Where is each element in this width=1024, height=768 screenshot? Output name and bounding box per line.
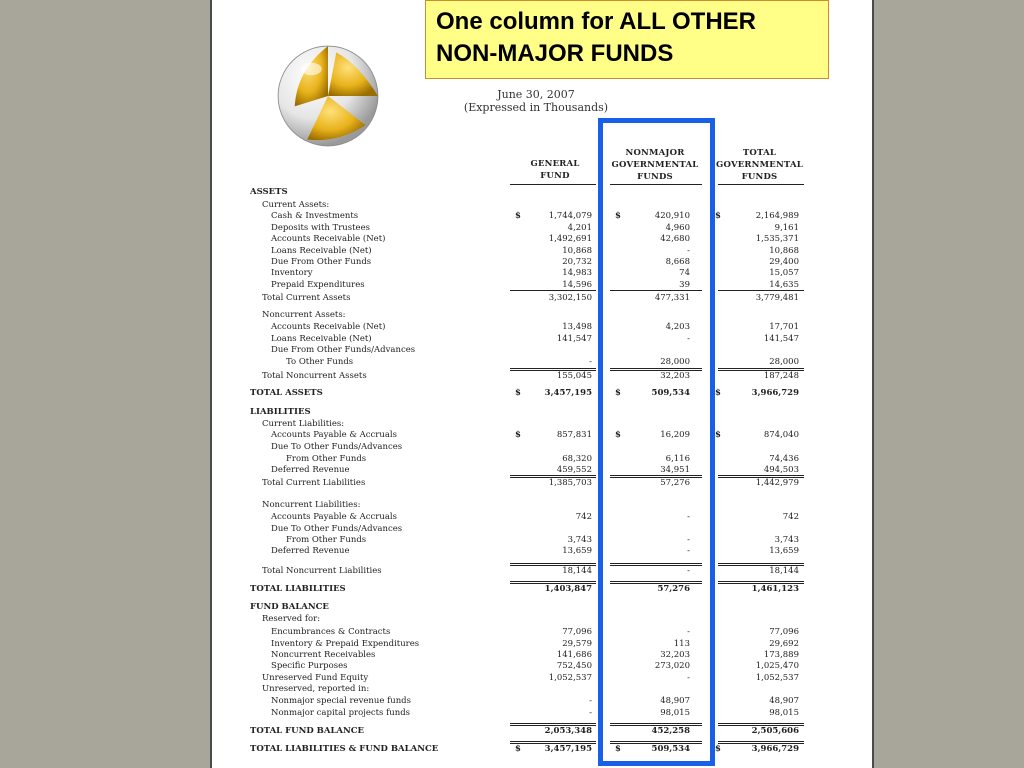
row-label: Nonmajor special revenue funds xyxy=(271,696,411,706)
row-value-general: 459,552 xyxy=(556,465,592,475)
row-value-total: 10,868 xyxy=(769,246,799,256)
row-label: Inventory xyxy=(271,268,313,278)
row-value-nonmajor: - xyxy=(687,512,690,522)
row-value-nonmajor: 6,116 xyxy=(665,454,690,464)
row-value-nonmajor: 113 xyxy=(673,639,690,649)
row-label: FUND BALANCE xyxy=(250,602,329,612)
row-value-nonmajor: 32,203 xyxy=(660,371,690,381)
row-value-total: 141,547 xyxy=(763,334,799,344)
row-value-nonmajor: 32,203 xyxy=(660,650,690,660)
row-value-total: 14,635 xyxy=(769,280,799,290)
row-value-nonmajor: 48,907 xyxy=(660,696,690,706)
row-label: Deferred Revenue xyxy=(271,546,350,556)
row-value-general: 1,744,079 xyxy=(548,211,592,221)
subtotal-rule xyxy=(510,290,596,291)
row-value-total: 187,248 xyxy=(763,371,799,381)
row-label: TOTAL LIABILITIES & FUND BALANCE xyxy=(250,744,439,754)
row-value-general: 1,403,847 xyxy=(544,584,592,594)
row-label: Due To Other Funds/Advances xyxy=(271,524,403,534)
row-value-general: 14,596 xyxy=(562,280,592,290)
row-value-total: 9,161 xyxy=(774,223,799,233)
row-label: To Other Funds xyxy=(286,357,354,367)
row-value-total: 17,701 xyxy=(769,322,799,332)
column-header-total-funds: TOTAL GOVERNMENTAL FUNDS xyxy=(716,148,803,182)
subtotal-rule xyxy=(510,741,596,744)
row-label: Noncurrent Assets: xyxy=(262,310,346,320)
nonmajor-column-highlight xyxy=(598,118,715,766)
row-value-total: 1,535,371 xyxy=(755,234,799,244)
table-row xyxy=(0,565,1024,577)
row-value-nonmajor: 28,000 xyxy=(660,357,690,367)
row-label: Current Liabilities: xyxy=(262,419,345,429)
row-value-total: 1,442,979 xyxy=(755,478,799,488)
row-value-nonmajor: - xyxy=(687,566,690,576)
row-value-total: 3,743 xyxy=(774,535,799,545)
row-label: Accounts Receivable (Net) xyxy=(271,234,386,244)
row-label: Total Current Assets xyxy=(262,293,351,303)
row-value-general: 1,052,537 xyxy=(548,673,592,683)
currency-symbol: $ xyxy=(715,388,721,398)
row-label: From Other Funds xyxy=(286,454,367,464)
table-row xyxy=(0,292,1024,304)
row-label: TOTAL ASSETS xyxy=(250,388,323,398)
row-value-total: 29,692 xyxy=(769,639,799,649)
subtotal-rule xyxy=(510,723,596,726)
subtotal-rule xyxy=(718,475,804,478)
row-value-general: 3,743 xyxy=(567,535,592,545)
currency-symbol: $ xyxy=(615,211,621,221)
row-label: Loans Receivable (Net) xyxy=(271,246,372,256)
row-value-total: 18,144 xyxy=(769,566,799,576)
row-value-general: 4,201 xyxy=(567,223,592,233)
table-row xyxy=(0,387,1024,399)
currency-symbol: $ xyxy=(515,211,521,221)
row-value-total: 13,659 xyxy=(769,546,799,556)
row-value-total: 1,052,537 xyxy=(755,673,799,683)
table-row xyxy=(0,406,1024,418)
row-value-total: 3,966,729 xyxy=(751,388,799,398)
currency-symbol: $ xyxy=(515,388,521,398)
currency-symbol: $ xyxy=(715,744,721,754)
row-value-total: 29,400 xyxy=(769,257,799,267)
row-value-nonmajor: 452,258 xyxy=(651,726,690,736)
row-value-total: 494,503 xyxy=(763,465,799,475)
table-row xyxy=(0,233,1024,245)
row-label: Unreserved Fund Equity xyxy=(262,673,369,683)
row-value-nonmajor: 477,331 xyxy=(654,293,690,303)
table-row xyxy=(0,725,1024,737)
row-label: Deposits with Trustees xyxy=(271,223,370,233)
row-value-general: 141,686 xyxy=(556,650,592,660)
row-value-total: 98,015 xyxy=(769,708,799,718)
currency-symbol: $ xyxy=(615,430,621,440)
row-value-general: 3,457,195 xyxy=(544,744,592,754)
row-value-total: 742 xyxy=(782,512,799,522)
row-value-nonmajor: 39 xyxy=(679,280,690,290)
subtotal-rule xyxy=(510,368,596,371)
subtotal-rule xyxy=(510,475,596,478)
callout-note: One column for ALL OTHER NON-MAJOR FUNDS xyxy=(425,0,829,79)
row-label: Reserved for: xyxy=(262,614,321,624)
table-row xyxy=(0,344,1024,356)
row-label: Due From Other Funds/Advances xyxy=(271,345,416,355)
row-value-total: 1,025,470 xyxy=(755,661,799,671)
row-value-nonmajor: 4,960 xyxy=(665,223,690,233)
row-label: Deferred Revenue xyxy=(271,465,350,475)
row-value-total: 173,889 xyxy=(763,650,799,660)
row-value-general: - xyxy=(589,708,592,718)
row-label: From Other Funds xyxy=(286,535,367,545)
row-value-general: 77,096 xyxy=(562,627,592,637)
subtotal-rule xyxy=(718,723,804,726)
row-value-general: 10,868 xyxy=(562,246,592,256)
row-value-total: 3,966,729 xyxy=(751,744,799,754)
table-row xyxy=(0,267,1024,279)
row-label: Loans Receivable (Net) xyxy=(271,334,372,344)
row-value-nonmajor: - xyxy=(687,546,690,556)
row-value-total: 48,907 xyxy=(769,696,799,706)
row-label: Accounts Payable & Accruals xyxy=(271,512,397,522)
row-label: TOTAL FUND BALANCE xyxy=(250,726,365,736)
row-value-nonmajor: 34,951 xyxy=(660,465,690,475)
row-value-nonmajor: 57,276 xyxy=(660,478,690,488)
row-value-general: 1,385,703 xyxy=(548,478,592,488)
row-value-general: 2,053,348 xyxy=(544,726,592,736)
column-header-nonmajor-funds: NONMAJOR GOVERNMENTAL FUNDS xyxy=(611,148,699,182)
table-row xyxy=(0,707,1024,719)
table-row xyxy=(0,660,1024,672)
row-value-nonmajor: 4,203 xyxy=(665,322,690,332)
row-value-total: 3,779,481 xyxy=(755,293,799,303)
row-value-nonmajor: 509,534 xyxy=(651,388,690,398)
row-label: ASSETS xyxy=(250,187,288,197)
table-row xyxy=(0,683,1024,695)
table-row xyxy=(0,695,1024,707)
currency-symbol: $ xyxy=(515,744,521,754)
table-row xyxy=(0,429,1024,441)
table-row xyxy=(0,583,1024,595)
row-value-general: 141,547 xyxy=(556,334,592,344)
subtotal-rule xyxy=(718,581,804,584)
row-value-general: 68,320 xyxy=(562,454,592,464)
subtotal-rule xyxy=(718,563,804,566)
row-value-total: 28,000 xyxy=(769,357,799,367)
subtotal-rule xyxy=(510,563,596,566)
row-label: Specific Purposes xyxy=(271,661,348,671)
subtotal-rule xyxy=(718,290,804,291)
currency-symbol: $ xyxy=(515,430,521,440)
row-value-nonmajor: - xyxy=(687,673,690,683)
statement-date: June 30, 2007 xyxy=(497,88,575,101)
row-label: Prepaid Expenditures xyxy=(271,280,365,290)
currency-symbol: $ xyxy=(615,744,621,754)
row-label: Accounts Receivable (Net) xyxy=(271,322,386,332)
row-value-general: 29,579 xyxy=(562,639,592,649)
row-value-total: 874,040 xyxy=(763,430,799,440)
row-value-nonmajor: 98,015 xyxy=(660,708,690,718)
row-value-total: 15,057 xyxy=(769,268,799,278)
table-row xyxy=(0,743,1024,755)
row-label: Nonmajor capital projects funds xyxy=(271,708,410,718)
row-label: Encumbrances & Contracts xyxy=(271,627,391,637)
row-label: TOTAL LIABILITIES xyxy=(250,584,346,594)
row-label: Due From Other Funds xyxy=(271,257,372,267)
row-value-general: 742 xyxy=(575,512,592,522)
row-value-total: 77,096 xyxy=(769,627,799,637)
row-label: Noncurrent Receivables xyxy=(271,650,376,660)
table-row xyxy=(0,477,1024,489)
table-row xyxy=(0,499,1024,511)
row-value-general: 13,659 xyxy=(562,546,592,556)
row-value-nonmajor: 509,534 xyxy=(651,744,690,754)
row-value-general: - xyxy=(589,696,592,706)
table-row xyxy=(0,626,1024,638)
table-row xyxy=(0,545,1024,557)
row-value-general: 3,457,195 xyxy=(544,388,592,398)
row-label: Total Current Liabilities xyxy=(262,478,366,488)
row-label: Cash & Investments xyxy=(271,211,359,221)
row-label: Total Noncurrent Liabilities xyxy=(262,566,382,576)
row-value-nonmajor: 74 xyxy=(679,268,690,278)
row-value-nonmajor: 42,680 xyxy=(660,234,690,244)
row-label: Noncurrent Liabilities: xyxy=(262,500,361,510)
row-value-general: 3,302,150 xyxy=(548,293,592,303)
currency-symbol: $ xyxy=(615,388,621,398)
table-row xyxy=(0,613,1024,625)
row-label: Total Noncurrent Assets xyxy=(262,371,367,381)
currency-symbol: $ xyxy=(715,211,721,221)
table-row xyxy=(0,309,1024,321)
row-value-nonmajor: 420,910 xyxy=(654,211,690,221)
table-row xyxy=(0,356,1024,368)
table-row xyxy=(0,321,1024,333)
row-value-general: 13,498 xyxy=(562,322,592,332)
table-row xyxy=(0,370,1024,382)
subtotal-rule xyxy=(510,581,596,584)
table-row xyxy=(0,186,1024,198)
row-value-total: 74,436 xyxy=(769,454,799,464)
row-value-general: 20,732 xyxy=(562,257,592,267)
currency-symbol: $ xyxy=(715,430,721,440)
table-row xyxy=(0,210,1024,222)
row-value-nonmajor: - xyxy=(687,535,690,545)
row-value-nonmajor: 8,668 xyxy=(665,257,690,267)
row-label: LIABILITIES xyxy=(250,407,311,417)
column-header-general-fund: GENERAL FUND xyxy=(530,159,580,181)
row-value-total: 1,461,123 xyxy=(751,584,799,594)
row-value-general: 857,831 xyxy=(556,430,592,440)
row-label: Inventory & Prepaid Expenditures xyxy=(271,639,420,649)
row-value-nonmajor: - xyxy=(687,334,690,344)
row-value-nonmajor: - xyxy=(687,627,690,637)
row-value-nonmajor: 57,276 xyxy=(657,584,690,594)
row-value-general: 14,983 xyxy=(562,268,592,278)
row-value-nonmajor: 16,209 xyxy=(660,430,690,440)
row-label: Unreserved, reported in: xyxy=(262,684,370,694)
row-value-total: 2,164,989 xyxy=(755,211,799,221)
row-value-general: 18,144 xyxy=(562,566,592,576)
table-row xyxy=(0,511,1024,523)
row-value-general: 155,045 xyxy=(556,371,592,381)
statement-units: (Expressed in Thousands) xyxy=(463,101,609,114)
row-value-general: 1,492,691 xyxy=(548,234,592,244)
row-label: Accounts Payable & Accruals xyxy=(271,430,397,440)
row-value-general: - xyxy=(589,357,592,367)
row-value-nonmajor: - xyxy=(687,246,690,256)
row-label: Due To Other Funds/Advances xyxy=(271,442,403,452)
row-value-general: 752,450 xyxy=(556,661,592,671)
subtotal-rule xyxy=(718,741,804,744)
row-value-nonmajor: 273,020 xyxy=(654,661,690,671)
table-row xyxy=(0,601,1024,613)
subtotal-rule xyxy=(718,368,804,371)
row-value-total: 2,505,606 xyxy=(751,726,799,736)
row-label: Current Assets: xyxy=(262,200,330,210)
table-row xyxy=(0,441,1024,453)
